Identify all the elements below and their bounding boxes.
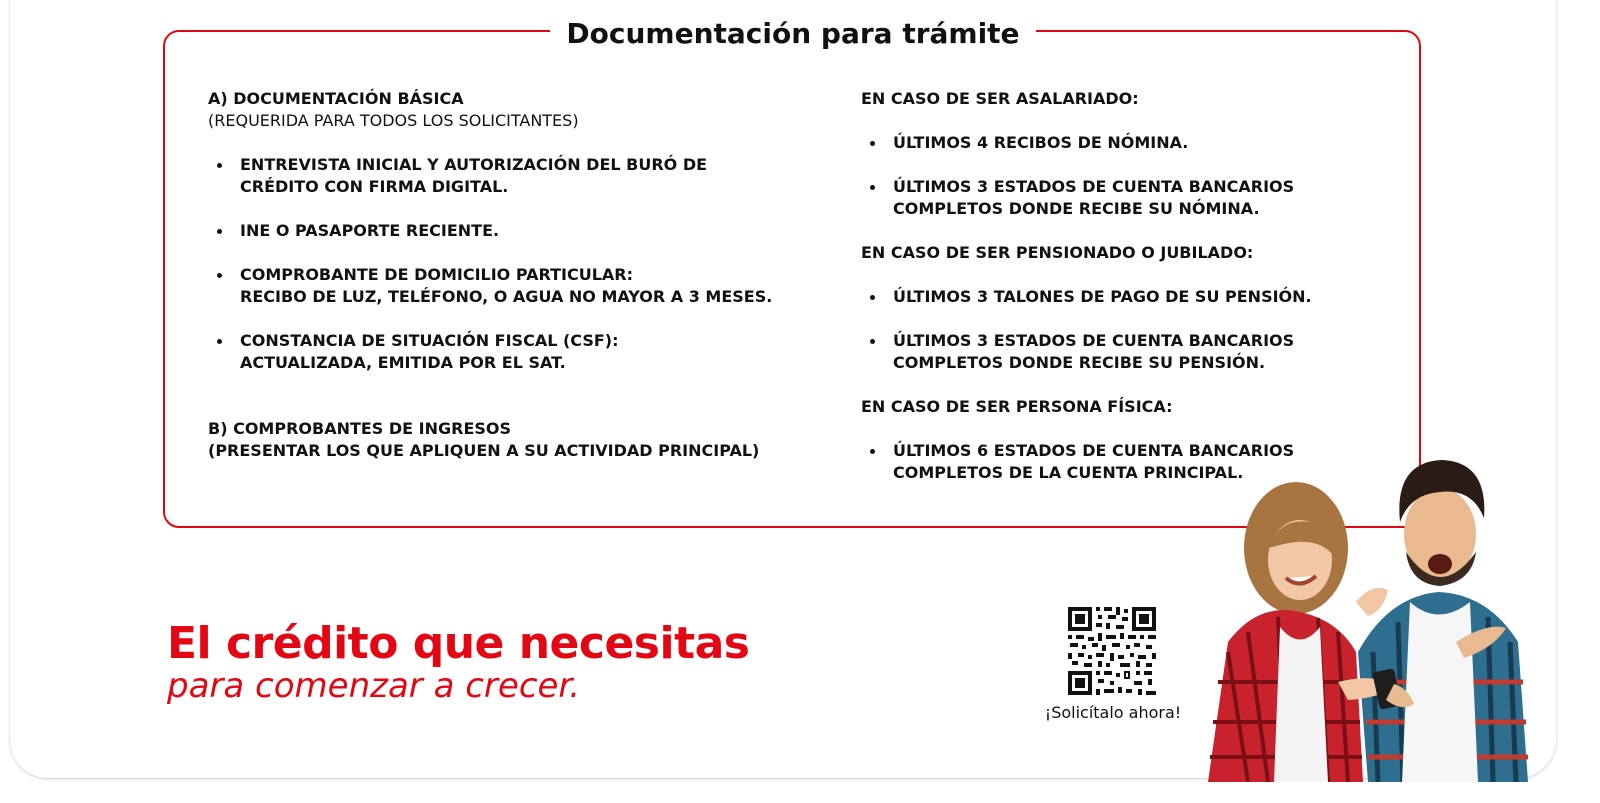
left-column (208, 88, 828, 462)
list-item-line: COMPLETOS DONDE RECIBE SU PENSIÓN. (893, 353, 1266, 372)
group-heading-salaried: EN CASO DE SER ASALARIADO: (861, 89, 1139, 108)
list-item-line: ACTUALIZADA, EMITIDA POR EL SAT. (240, 353, 566, 372)
list-item-line: CRÉDITO CON FIRMA DIGITAL. (240, 177, 509, 196)
list-item-line: ÚLTIMOS 3 TALONES DE PAGO DE SU PENSIÓN. (893, 287, 1312, 306)
list-item-line: COMPLETOS DE LA CUENTA PRINCIPAL. (893, 463, 1244, 482)
section-b-heading: B) COMPROBANTES DE INGRESOS (208, 419, 512, 438)
qr-caption: ¡Solicítalo ahora! (1044, 703, 1182, 722)
list-item (861, 132, 1381, 154)
tagline-heading: El crédito que necesitas (167, 618, 750, 669)
list-item-line: ÚLTIMOS 4 RECIBOS DE NÓMINA. (893, 133, 1189, 152)
group-heading-pensioner: EN CASO DE SER PENSIONADO O JUBILADO: (861, 243, 1254, 262)
list-item (861, 176, 1381, 220)
right-column (861, 88, 1381, 484)
group-list-salaried (861, 132, 1381, 220)
section-b-subheading: (PRESENTAR LOS QUE APLIQUEN A SU ACTIVIDAD PRINCIPAL) (208, 441, 760, 460)
tagline-subheading: para comenzar a crecer. (167, 666, 581, 706)
list-item (208, 154, 828, 198)
section-a-list (208, 154, 828, 374)
list-item (861, 286, 1381, 308)
group-list-pensioner (861, 286, 1381, 374)
list-item-line: CONSTANCIA DE SITUACIÓN FISCAL (CSF): (240, 331, 619, 350)
list-item-line: INE O PASAPORTE RECIENTE. (240, 221, 500, 240)
section-a-heading: A) DOCUMENTACIÓN BÁSICA (208, 89, 464, 108)
list-item-line: COMPLETOS DONDE RECIBE SU NÓMINA. (893, 199, 1260, 218)
list-item-line: ÚLTIMOS 6 ESTADOS DE CUENTA BANCARIOS (893, 441, 1295, 460)
list-item (208, 264, 828, 308)
list-item (208, 220, 828, 242)
people-photo (1188, 452, 1528, 782)
group-heading-individual: EN CASO DE SER PERSONA FÍSICA: (861, 397, 1173, 416)
list-item-line: ÚLTIMOS 3 ESTADOS DE CUENTA BANCARIOS (893, 177, 1295, 196)
list-item-line: COMPROBANTE DE DOMICILIO PARTICULAR: (240, 265, 633, 284)
list-item (861, 330, 1381, 374)
list-item-line: ENTREVISTA INICIAL Y AUTORIZACIÓN DEL BURÓ DE (240, 155, 708, 174)
list-item (208, 330, 828, 374)
section-a-subheading: (REQUERIDA PARA TODOS LOS SOLICITANTES) (208, 111, 579, 130)
qr-code[interactable] (1066, 605, 1158, 697)
list-item-line: RECIBO DE LUZ, TELÉFONO, O AGUA NO MAYOR A 3 MESES. (240, 287, 773, 306)
page-title: Documentación para trámite (550, 14, 1036, 54)
list-item-line: ÚLTIMOS 3 ESTADOS DE CUENTA BANCARIOS (893, 331, 1295, 350)
